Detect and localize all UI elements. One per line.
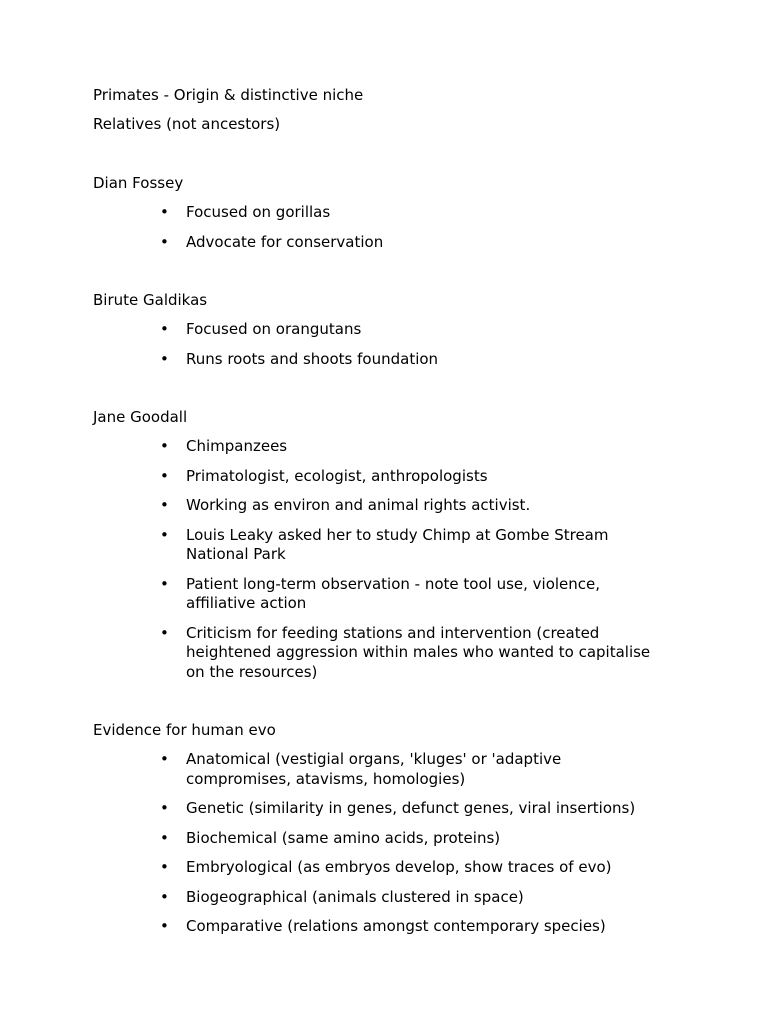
list-item [0, 799, 668, 819]
section-heading-evidence: Evidence for human evo [93, 721, 276, 739]
list-item-text: Comparative (relations amongst contemporary species) [186, 917, 606, 935]
list-item [0, 233, 668, 253]
bullet-icon: • [160, 496, 169, 514]
bullet-list-evidence [0, 750, 768, 937]
list-item [0, 437, 668, 457]
list-item [0, 750, 668, 789]
bullet-icon: • [160, 320, 169, 338]
list-item-text: Biogeographical (animals clustered in space) [186, 887, 524, 906]
list-item-text: Focused on orangutans [186, 320, 362, 338]
list-item-text: Chimpanzees [186, 437, 288, 455]
bullet-icon: • [160, 828, 169, 847]
list-item [0, 320, 668, 340]
bullet-icon: • [160, 466, 169, 485]
bullet-icon: • [160, 232, 169, 251]
list-item-text: Advocate for conservation [186, 232, 384, 251]
list-item [0, 917, 668, 937]
list-item [0, 467, 668, 487]
list-item-text: Focused on gorillas [186, 203, 331, 221]
list-item-text: Louis Leaky asked her to study Chimp at Gombe Stream National Park [186, 525, 609, 563]
list-item [0, 350, 668, 370]
bullet-icon: • [160, 750, 169, 768]
list-item-text: Criticism for feeding stations and intervention (created heightened aggression within males who wanted to capitalise on the resources) [186, 623, 651, 681]
list-item [0, 496, 668, 516]
list-item-text: Patient long-term observation - note tool use, violence, affiliative action [186, 574, 601, 612]
list-item-text: Biochemical (same amino acids, proteins) [186, 828, 501, 847]
bullet-icon: • [160, 917, 169, 935]
list-item-text: Genetic (similarity in genes, defunct genes, viral insertions) [186, 799, 636, 817]
bullet-icon: • [160, 799, 169, 817]
document-title: Primates - Origin & distinctive niche [93, 86, 364, 104]
bullet-icon: • [160, 203, 169, 221]
list-item-text: Primatologist, ecologist, anthropologists [186, 466, 488, 485]
section-heading-dian-fossey: Dian Fossey [93, 174, 184, 192]
list-item-text: Working as environ and animal rights activist. [186, 496, 531, 514]
bullet-icon: • [160, 349, 169, 368]
section-heading-birute-galdikas: Birute Galdikas [93, 291, 208, 309]
bullet-list-dian-fossey [0, 203, 768, 252]
bullet-icon: • [160, 437, 169, 455]
bullet-icon: • [160, 623, 169, 642]
list-item-text: Embryological (as embryos develop, show traces of evo) [186, 858, 612, 876]
list-item [0, 624, 668, 683]
list-item-text: Runs roots and shoots foundation [186, 349, 439, 368]
bullet-icon: • [160, 887, 169, 906]
list-item [0, 203, 668, 223]
list-item [0, 526, 668, 565]
list-item [0, 858, 668, 878]
bullet-icon: • [160, 525, 169, 544]
section-heading-jane-goodall: Jane Goodall [93, 408, 188, 426]
document-subtitle: Relatives (not ancestors) [93, 115, 281, 133]
list-item [0, 829, 668, 849]
bullet-icon: • [160, 858, 169, 876]
list-item-text: Anatomical (vestigial organs, 'kluges' or 'adaptive compromises, atavisms, homologies) [186, 750, 562, 788]
list-item [0, 888, 668, 908]
bullet-list-birute-galdikas [0, 320, 768, 369]
list-item [0, 575, 668, 614]
bullet-icon: • [160, 574, 169, 593]
bullet-list-jane-goodall [0, 437, 768, 682]
